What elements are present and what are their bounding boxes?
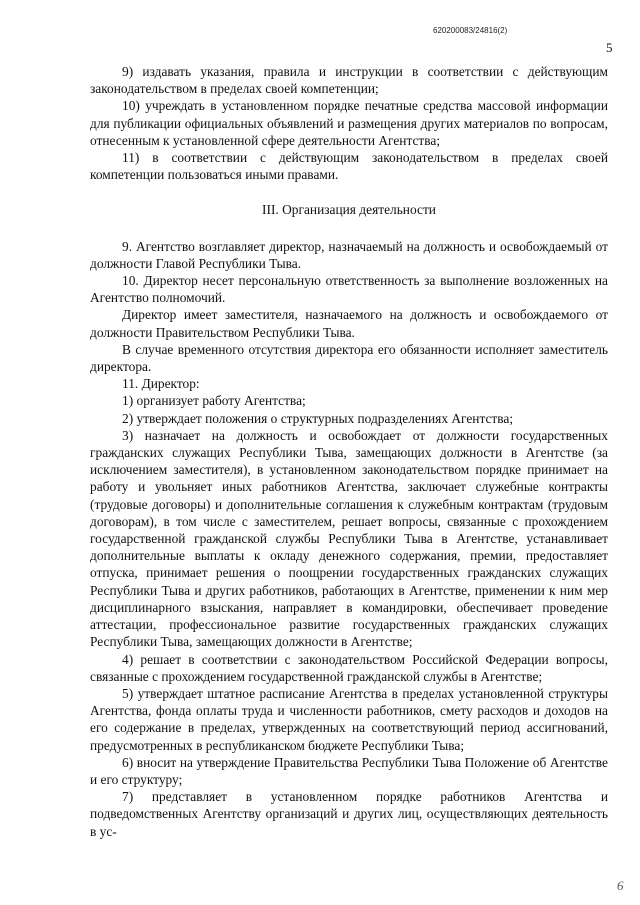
paragraph: 4) решает в соответствии с законодательством Российской Федерации вопросы, связанные с прохождением государственной гражданской службы в Агентстве; <box>90 651 608 684</box>
paragraph: 9) издавать указания, правила и инструкции в соответствии с действующим законодательством в пределах своей компетенции; <box>90 64 608 97</box>
paragraph: 10) учреждать в установленном порядке печатные средства массовой информации для публикации официальных объявлений и размещения других материалов по вопросам, отнесенным к установленной сфере деятельности Агентства; <box>90 98 608 148</box>
paragraph: В случае временного отсутствия директора его обязанности исполняет заместитель директора. <box>90 341 608 375</box>
paragraph: 9. Агентство возглавляет директор, назначаемый на должность и освобождаемый от должности Главой Республики Тыва. <box>90 238 608 271</box>
document-id: 620200083/24816(2) <box>433 26 508 35</box>
handwritten-margin-mark: 6 <box>617 878 624 893</box>
paragraph: 2) утверждает положения о структурных подразделениях Агентства; <box>122 410 514 426</box>
page-number: 5 <box>606 40 613 55</box>
document-body <box>90 63 608 840</box>
paragraph: 11. Директор: <box>122 376 200 392</box>
paragraph: 3) назначает на должность и освобождает от должности государственных гражданских служащих Республики Тыва, замещающих должности в Агентстве (за исключением заместителя), в установленном законодательством порядке принимает на работу и увольняет иных работников Агентства, заключает служебные контракты (трудовые договоры) и дополнительные соглашения к служебным контрактам (трудовым договорам), в том числе с заместителем, решает вопросы, связанные с прохождением государственной гражданской службы Республики Тыва в Агентстве, устанавливает дополнительные выплаты к окладу денежного содержания, премии, предоставляет отпуска, принимает решения о поощрении государственных гражданских служащих Республики Тыва и других работников, работающих в Агентстве, применении к ним мер дисциплинарного взыскания, направляет в командировки, обеспечивает проведение аттестации, профессиональное развитие государственных гражданских служащих Республики Тыва, замещающих должности в Агентстве; <box>90 427 608 650</box>
paragraph: 1) организует работу Агентства; <box>122 393 306 409</box>
paragraph: Директор имеет заместителя, назначаемого на должность и освобождаемого от должности Правительством Республики Тыва. <box>90 307 608 340</box>
paragraph: 10. Директор несет персональную ответственность за выполнение возложенных на Агентство полномочий. <box>90 273 608 306</box>
paragraph: 6) вносит на утверждение Правительства Республики Тыва Положение об Агентстве и его структуру; <box>90 754 608 787</box>
paragraph: 11) в соответствии с действующим законодательством в пределах своей компетенции пользоваться иными правами. <box>90 150 608 183</box>
paragraph: 7) представляет в установленном порядке работников Агентства и подведомственных Агентству организаций и других лиц, осуществляющих деятельность в ус- <box>90 789 608 839</box>
section-heading: III. Организация деятельности <box>262 202 436 218</box>
paragraph: 5) утверждает штатное расписание Агентства в пределах установленной структуры Агентства, фонда оплаты труда и численности работников, смету расходов и доходов на его содержание в пределах, утвержденных на соответствующий период ассигнований, предусмотренных в республиканском бюджете Республики Тыва; <box>90 685 608 753</box>
